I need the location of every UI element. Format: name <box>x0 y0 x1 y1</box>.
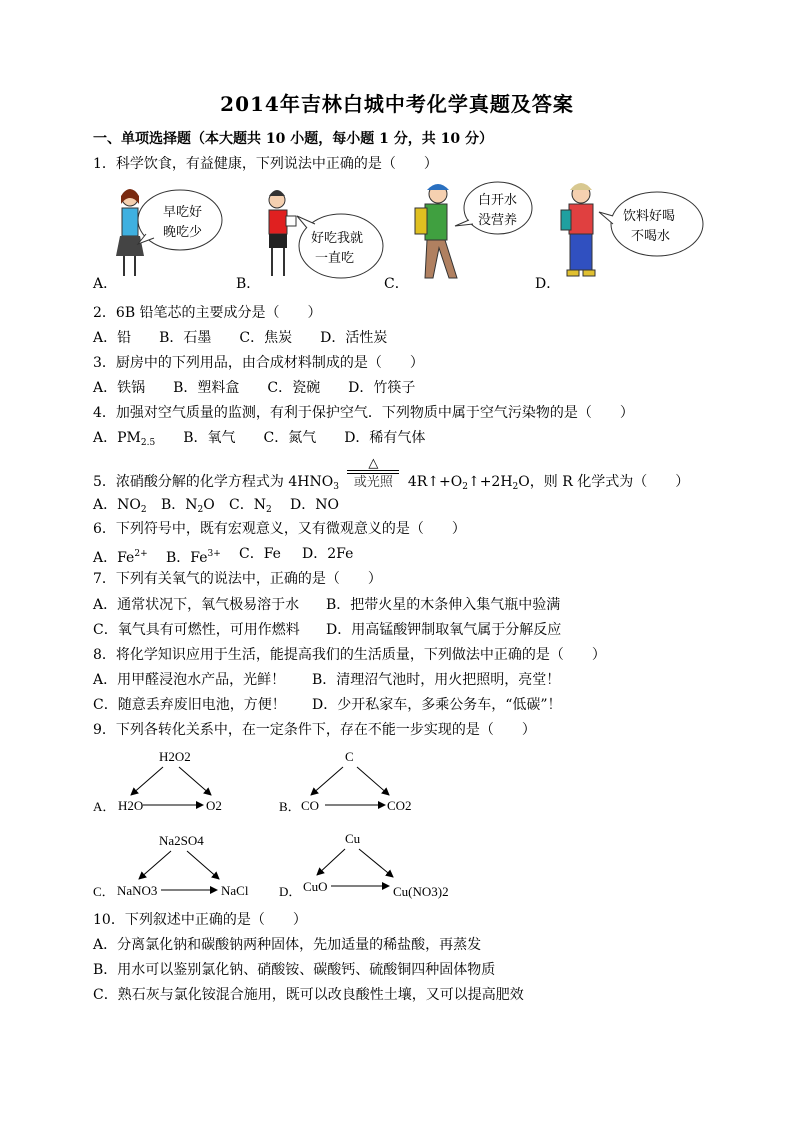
svg-text:Na2SO4: Na2SO4 <box>159 833 204 848</box>
q3-options: A．铁锅 B．塑料盒 C．瓷碗 D．竹筷子 <box>93 380 416 396</box>
svg-text:C: C <box>345 749 354 764</box>
q7-option-c: C．氧气具有可燃性，可用作燃料 <box>93 622 300 638</box>
svg-text:Cu(NO3)2: Cu(NO3)2 <box>393 884 449 899</box>
q4-options: A．$PM_{2.5}$ B．氧气 C．氮气 D．稀有气体 <box>93 430 426 448</box>
q1-option-d-label: D． <box>535 276 561 292</box>
svg-text:白开水: 白开水 <box>478 193 518 208</box>
q5-option-d: D．NO <box>290 497 339 513</box>
svg-text:没营养: 没营养 <box>478 213 518 228</box>
q9-label-d: D． <box>279 884 302 899</box>
q7-option-b: B．把带火星的木条伸入集气瓶中验满 <box>326 597 561 613</box>
q8-option-d: D．少开私家车，多乘公务车，“低碳”！ <box>312 697 562 713</box>
svg-text:晚吃少: 晚吃少 <box>163 225 203 240</box>
svg-text:NaCl: NaCl <box>221 883 249 898</box>
q1-stem: 1．科学饮食，有益健康，下列说法中正确的是（ ） <box>93 156 438 172</box>
reaction-condition: △ 或光照 <box>347 473 399 492</box>
q6-option-a: A．$Fe^{2+}$ <box>93 549 148 566</box>
q5-option-b: B．$N_2O$ <box>161 497 215 515</box>
svg-text:饮料好喝: 饮料好喝 <box>623 209 676 224</box>
svg-text:CuO: CuO <box>303 879 328 894</box>
q5-option-c: C．$N_2$ <box>229 497 272 515</box>
svg-text:一直吃: 一直吃 <box>315 251 355 266</box>
q6-option-c: C．Fe <box>239 546 281 562</box>
diagram-d <box>279 831 449 899</box>
q8-option-a: A．用甲醛浸泡水产品，光鲜！ <box>93 672 286 688</box>
diagram-a <box>93 749 222 814</box>
q6-stem: 6．下列符号中，既有宏观意义，又有微观意义的是（ ） <box>93 521 466 537</box>
q7-stem: 7．下列有关氧气的说法中，正确的是（ ） <box>93 571 382 587</box>
svg-text:CO2: CO2 <box>387 798 412 813</box>
q10-option-b: B．用水可以鉴别氯化钠、硝酸铵、碳酸钙、硫酸铜四种固体物质 <box>93 962 496 978</box>
q7-option-d: D．用高锰酸钾制取氧气属于分解反应 <box>326 622 562 638</box>
bubble-b <box>297 214 383 278</box>
q4-stem: 4．加强对空气质量的监测，有利于保护空气．下列物质中属于空气污染物的是（ ） <box>93 405 634 421</box>
q6-option-b: B．$Fe^{3+}$ <box>166 549 221 566</box>
q8-stem: 8．将化学知识应用于生活，能提高我们的生活质量，下列做法中正确的是（ ） <box>93 647 606 663</box>
q10-option-c: C．熟石灰与氯化铵混合施用，既可以改良酸性土壤，又可以提高肥效 <box>93 987 524 1003</box>
q2-options: A．铅 B．石墨 C．焦炭 D．活性炭 <box>93 330 388 346</box>
q2-stem: 2．6B 铅笔芯的主要成分是（ ） <box>93 305 322 321</box>
svg-text:早吃好: 早吃好 <box>163 205 203 220</box>
figure-d-child-icon <box>561 183 595 276</box>
q1-option-c-label: C． <box>384 276 409 292</box>
q5-stem: 5．浓硝酸分解的化学方程式为 $4HNO_3$ △ 或光照 $4R↑+O_2↑+2H_2O$，则 R 化学式为（ ） <box>93 456 690 492</box>
q6-option-d: D．2Fe <box>302 546 354 562</box>
q9-diagrams <box>93 745 473 905</box>
page-title: 2014年吉林白城中考化学真题及答案 <box>220 92 574 116</box>
bubble-a <box>138 190 222 250</box>
q5-option-a: A．$NO_2$ <box>93 497 147 515</box>
svg-text:O2: O2 <box>206 798 222 813</box>
figure-c-hiker-icon <box>415 184 457 278</box>
svg-text:H2O: H2O <box>118 798 144 813</box>
svg-text:不喝水: 不喝水 <box>631 229 671 244</box>
svg-text:H2O2: H2O2 <box>159 749 191 764</box>
section-heading: 一、单项选择题（本大题共 10 小题，每小题 1 分，共 10 分） <box>93 131 493 147</box>
diagram-b <box>279 749 412 814</box>
q9-stem: 9．下列各转化关系中，在一定条件下，存在不能一步实现的是（ ） <box>93 722 536 738</box>
q1-illustrations <box>93 180 753 292</box>
figure-b-boy-icon <box>269 190 296 276</box>
q3-stem: 3．厨房中的下列用品，由合成材料制成的是（ ） <box>93 355 424 371</box>
svg-text:NaNO3: NaNO3 <box>117 883 158 898</box>
diagram-c <box>93 833 249 899</box>
bubble-d <box>599 192 703 256</box>
svg-text:CO: CO <box>301 798 320 813</box>
q10-option-a: A．分离氯化钠和碳酸钠两种固体，先加适量的稀盐酸，再蒸发 <box>93 937 482 953</box>
q10-stem: 10．下列叙述中正确的是（ ） <box>93 912 307 928</box>
svg-text:好吃我就: 好吃我就 <box>311 231 364 246</box>
q7-option-a: A．通常状况下，氧气极易溶于水 <box>93 597 300 613</box>
q9-label-a: A． <box>93 799 116 814</box>
q1-option-b-label: B． <box>236 276 261 292</box>
q1-option-a-label: A． <box>93 276 118 292</box>
q9-label-b: B． <box>279 799 301 814</box>
q9-label-c: C． <box>93 884 115 899</box>
svg-text:Cu: Cu <box>345 831 361 846</box>
q8-option-b: B．清理沼气池时，用火把照明，亮堂！ <box>312 672 561 688</box>
bubble-c <box>455 182 532 234</box>
q8-option-c: C．随意丢弃废旧电池，方便！ <box>93 697 286 713</box>
